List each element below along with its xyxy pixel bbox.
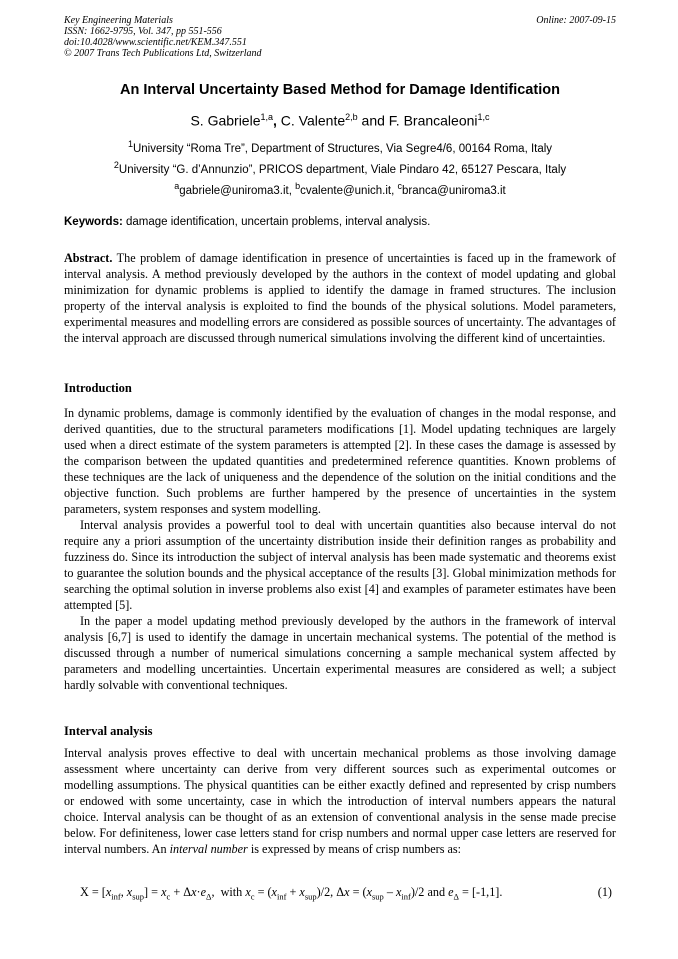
keywords-label: Keywords: [64, 216, 123, 228]
abstract [64, 250, 616, 346]
issn-line: ISSN: 1662-9795, Vol. 347, pp 551-556 [64, 26, 222, 37]
doi-line[interactable]: doi:10.4028/www.scientific.net/KEM.347.551 [64, 37, 247, 48]
section-heading-introduction: Introduction [64, 381, 132, 395]
affiliation-2: $^2$University “G. d’Annunzio”, PRICOS department, Viale Pindaro 42, 65127 Pescara, Italy [113, 160, 567, 176]
emphasis: interval number [169, 842, 248, 856]
interval-analysis-section [64, 745, 616, 857]
copyright-line: © 2007 Trans Tech Publications Ltd, Switzerland [64, 48, 262, 59]
equation-1 [80, 885, 616, 901]
author-list [64, 112, 616, 129]
paper-title: An Interval Uncertainty Based Method for Damage Identification [120, 82, 560, 98]
author-superscript: 1,a [260, 112, 274, 122]
author-superscript: 1,c [477, 112, 490, 122]
author-name: F. Brancaleoni [388, 112, 478, 129]
journal-header [64, 15, 616, 59]
abstract-label: Abstract. [64, 251, 113, 265]
affiliation-1: $^1$University “Roma Tre”, Department of Structures, Via Segre4/6, 00164 Roma, Italy [127, 139, 553, 155]
author-emails: $^a$gabriele@uniroma3.it, $^b$cvalente@unich.it, $^c$branca@uniroma3.it [174, 181, 506, 197]
email-link[interactable]: gabriele@uniroma3.it, [179, 184, 296, 197]
keywords-text: damage identification, uncertain problems, interval analysis. [122, 216, 431, 228]
author-name: S. Gabriele [190, 112, 261, 129]
paragraph: In dynamic problems, damage is commonly identified by the evaluation of changes in the modal response, and derived quantities, due to the structural parameters modifications [1]. Model updating techniques are largely used when a direct estimate of the system parameters is attempted [2]. In these cases the damage is assessed by the comparison between the updated quantities and predetermined reference quantities. Known problems of these techniques are the lack of uniqueness and the dependence of the solution on the initial conditions and the objective function. Such problems are further hampered by the presence of uncertainties in the system parameters, system responses and system modelling. [64, 406, 616, 516]
section-heading-interval-analysis: Interval analysis [64, 724, 153, 738]
email-link[interactable]: branca@uniroma3.it [402, 184, 506, 197]
author-superscript: 2,b [345, 112, 358, 122]
paragraph: Interval analysis proves effective to deal with uncertain mechanical problems as those involving damage assessment where uncertainty can derive from very different sources such as experimental outcomes or modelling assumptions. The physical quantities can be either exactly defined and represented by crisp numbers or endowed with some uncertainty, case in which the introduction of interval numbers appears the natural choice. Interval analysis can be thought of as an extension of conventional analysis in the sense made precise below. For definiteness, lower case letters stand for crisp numbers and normal upper case letters are reserved for interval numbers. An interval number is expressed by means of crisp numbers as: [64, 746, 616, 856]
introduction-section [64, 405, 616, 693]
paragraph: In the paper a model updating method previously developed by the authors in the framework of interval analysis [6,7] is used to identify the damage in uncertain mechanical systems. The potential of the method is discussed through a number of numerical simulations concerning a sample mechanical system affected by parameters and modelling uncertainties. Uncertain experimental measures are considered as well; a subject hardly solvable with conventional techniques. [64, 614, 616, 692]
author-separator: and [357, 112, 389, 129]
paragraph: Interval analysis provides a powerful tool to deal with uncertain quantities also because interval do not require any a priori assumption of the uncertainty distribution inside their definition ranges as probability and fuzziness do. Since its introduction the subject of interval analysis has been made systematic and theorems exist to guarantee the solution bounds and the physical acceptance of the results [3]. Global minimization methods for searching the optimal solution in inverse problems also exist [4] and examples of parameter estimates have been attempted [5]. [64, 518, 616, 612]
abstract-text: The problem of damage identification in presence of uncertainties is faced up in the framework of interval analysis. A method previously developed by the authors in the context of model updating and global minimization for dynamic problems is applied to identify the damage in framed structures. The inclusion property of the interval analysis is exploited to find the bounds of the physical solutions. Model parameters, experimental measures and modelling errors are considered as possible sources of uncertainty. The advantages of the interval approach are discussed through numerical simulations involving the different kind of uncertainties. [64, 251, 616, 345]
journal-name: Key Engineering Materials [64, 15, 173, 26]
author-separator: , [273, 112, 281, 129]
equation-body: $X = [x_{inf}$, $x_{sup}] = x_c + \Delta x\cdot e_\Delta$, with $x_c = (x_{inf} + x_{sup})/2$, $\Delta x = (x_{sup} - x_{inf})/2$ and $e_\Delta = [-1,1]$. [80, 885, 503, 902]
email-link[interactable]: cvalente@unich.it, [300, 184, 398, 197]
equation-number: (1) [597, 885, 612, 899]
author-name: C. Valente [280, 112, 346, 129]
online-date: Online: 2007-09-15 [536, 15, 616, 26]
keywords [64, 216, 616, 228]
